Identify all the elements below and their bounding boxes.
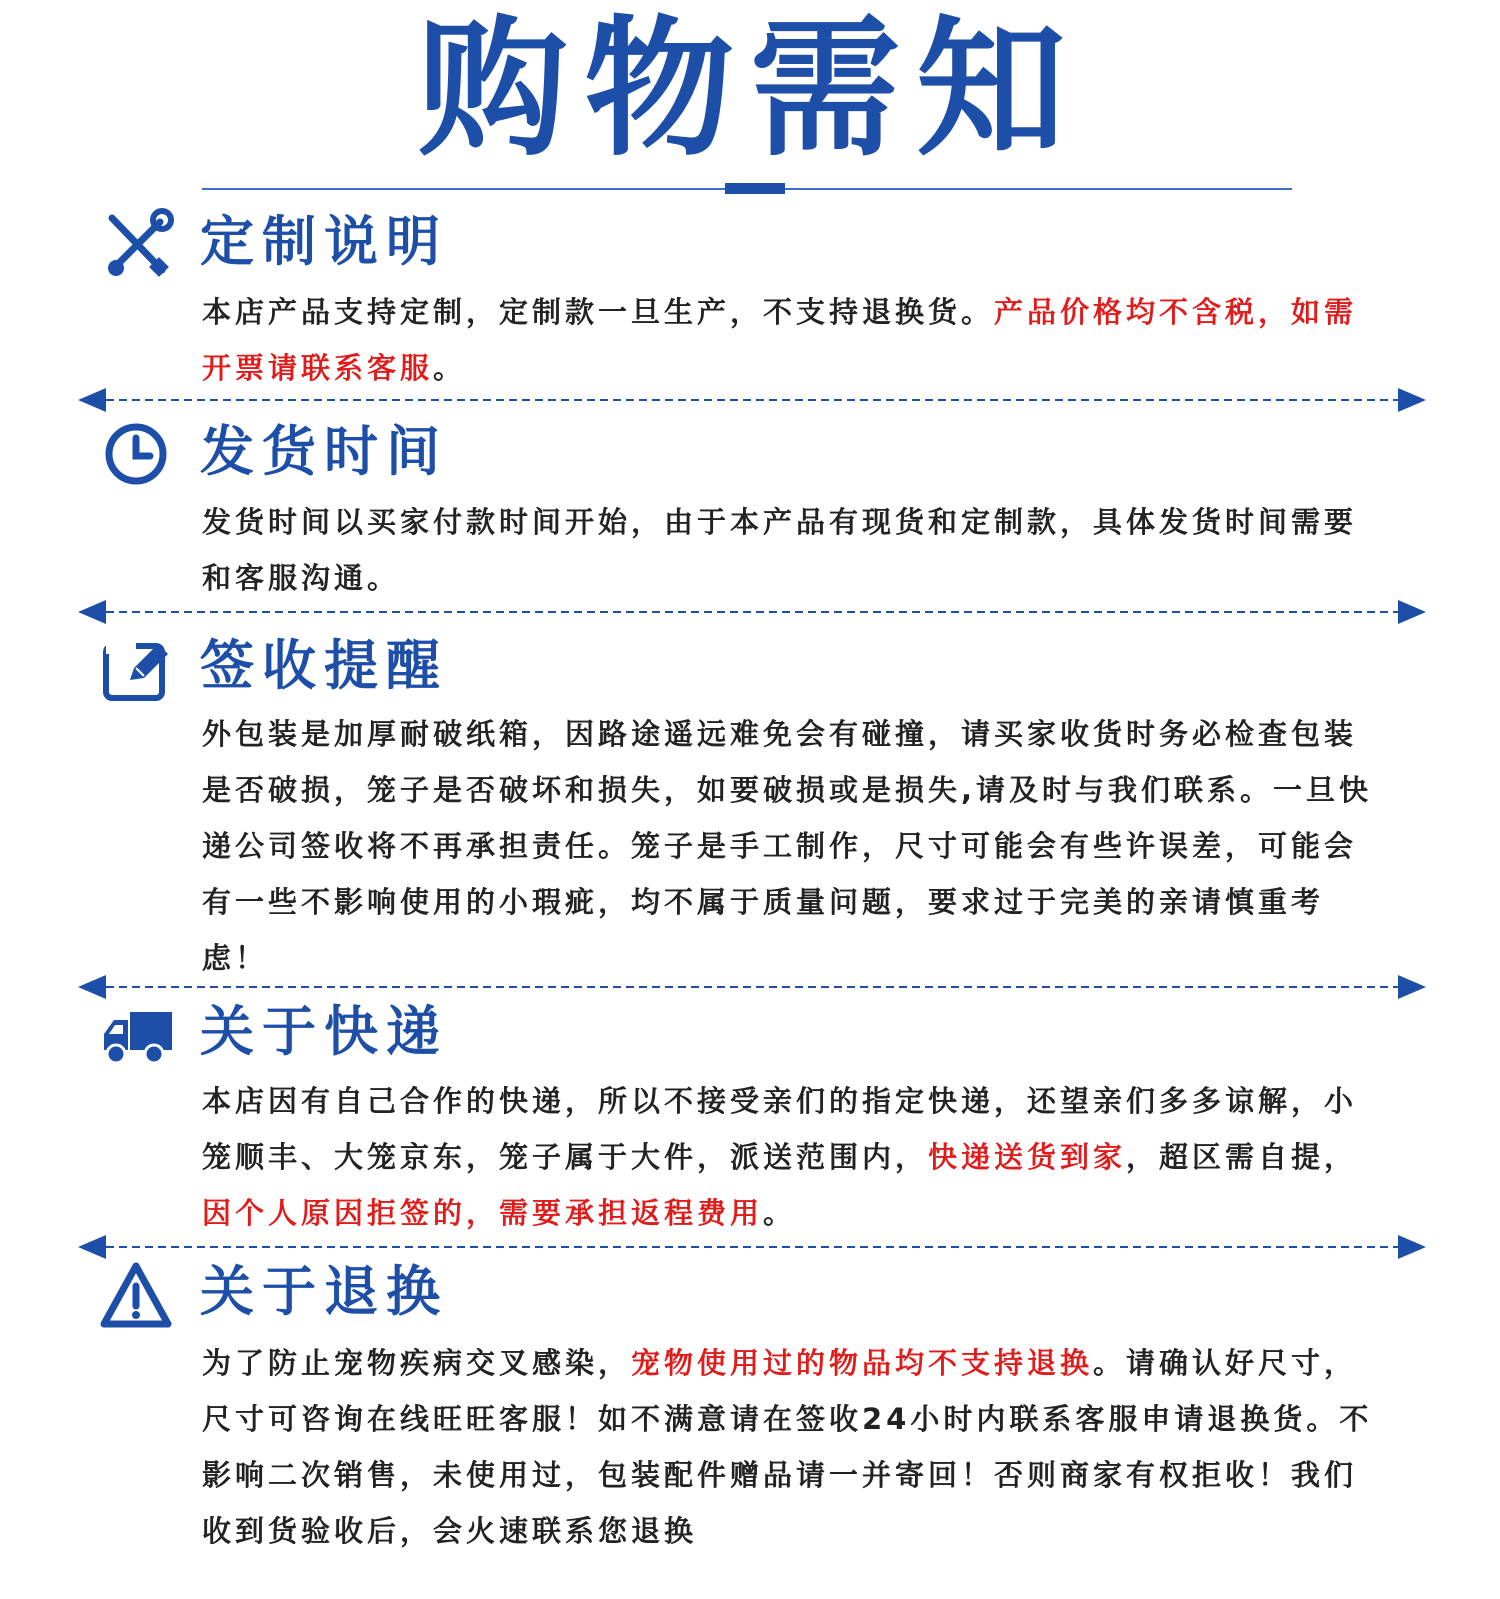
section-divider [78, 386, 1426, 414]
highlight-text: 宠物使用过的物品均不支持退换 [631, 1346, 1094, 1380]
truck-icon [100, 998, 176, 1074]
section-shipping-time-text [202, 494, 1387, 606]
tools-icon [100, 208, 176, 284]
section-title: 定制说明 [200, 210, 448, 273]
warning-icon [100, 1258, 176, 1334]
section-title: 发货时间 [200, 420, 448, 483]
page-title: 购物需知 [417, 3, 1082, 177]
edit-icon [100, 632, 176, 708]
text-segment: 外包装是加厚耐破纸箱，因路途遥远难免会有碰撞，请买家收货时务必检查包装是否破损，笼子是否破坏和损失，如要破损或是损失,请及时与我们联系。一旦快递公司签收将不再承担责任。笼子是手工制作，尺寸可能会有些许误差，可能会有一些不影响使用的小瑕疵，均不属于质量问题，要求过于完美的亲请慎重考虑！ [202, 717, 1373, 975]
highlight-text: 快递送货到家 [928, 1140, 1127, 1174]
highlight-text: 产品价格均不含税，如需开票请联系客服 [202, 295, 1358, 385]
section-title: 签收提醒 [200, 634, 448, 697]
text-segment: ，超区需自提， [1126, 1140, 1358, 1174]
text-segment: 发货时间以买家付款时间开始，由于本产品有现货和定制款，具体发货时间需要和客服沟通。 [202, 505, 1358, 595]
section-title: 关于快递 [200, 1000, 448, 1063]
section-returns [0, 1256, 1500, 1326]
section-custom [0, 206, 1500, 276]
section-express-text [202, 1073, 1387, 1241]
section-custom-text [202, 284, 1387, 396]
text-segment: 本店产品支持定制，定制款一旦生产，不支持退换货。 [202, 295, 995, 329]
section-receipt [0, 630, 1500, 700]
highlight-text: 因个人原因拒签的，需要承担返程费用 [202, 1196, 764, 1230]
section-divider [78, 598, 1426, 626]
text-segment: 为了防止宠物疾病交叉感染， [202, 1346, 632, 1380]
title-underline-accent [725, 183, 785, 194]
text-segment: 。 [763, 1196, 797, 1230]
section-returns-text [202, 1335, 1387, 1559]
section-title: 关于退换 [200, 1260, 448, 1323]
section-receipt-text [202, 706, 1387, 986]
section-shipping-time [0, 416, 1500, 486]
text-segment: 。 [433, 351, 467, 385]
section-express [0, 996, 1500, 1066]
text-segment: 本店因有自己合作的快递，所以不接受亲们的指定快递，还望亲们多多谅解，小笼顺丰、大笼京东，笼子属于大件，派送范围内， [202, 1084, 1358, 1174]
clock-icon [100, 416, 176, 492]
text-segment: 。请确认好尺寸，尺寸可咨询在线旺旺客服！如不满意请在签收24小时内联系客服申请退换货。不影响二次销售，未使用过，包装配件赠品请一并寄回！否则商家有权拒收！我们收到货验收后，会火速联系您退换 [202, 1346, 1373, 1548]
